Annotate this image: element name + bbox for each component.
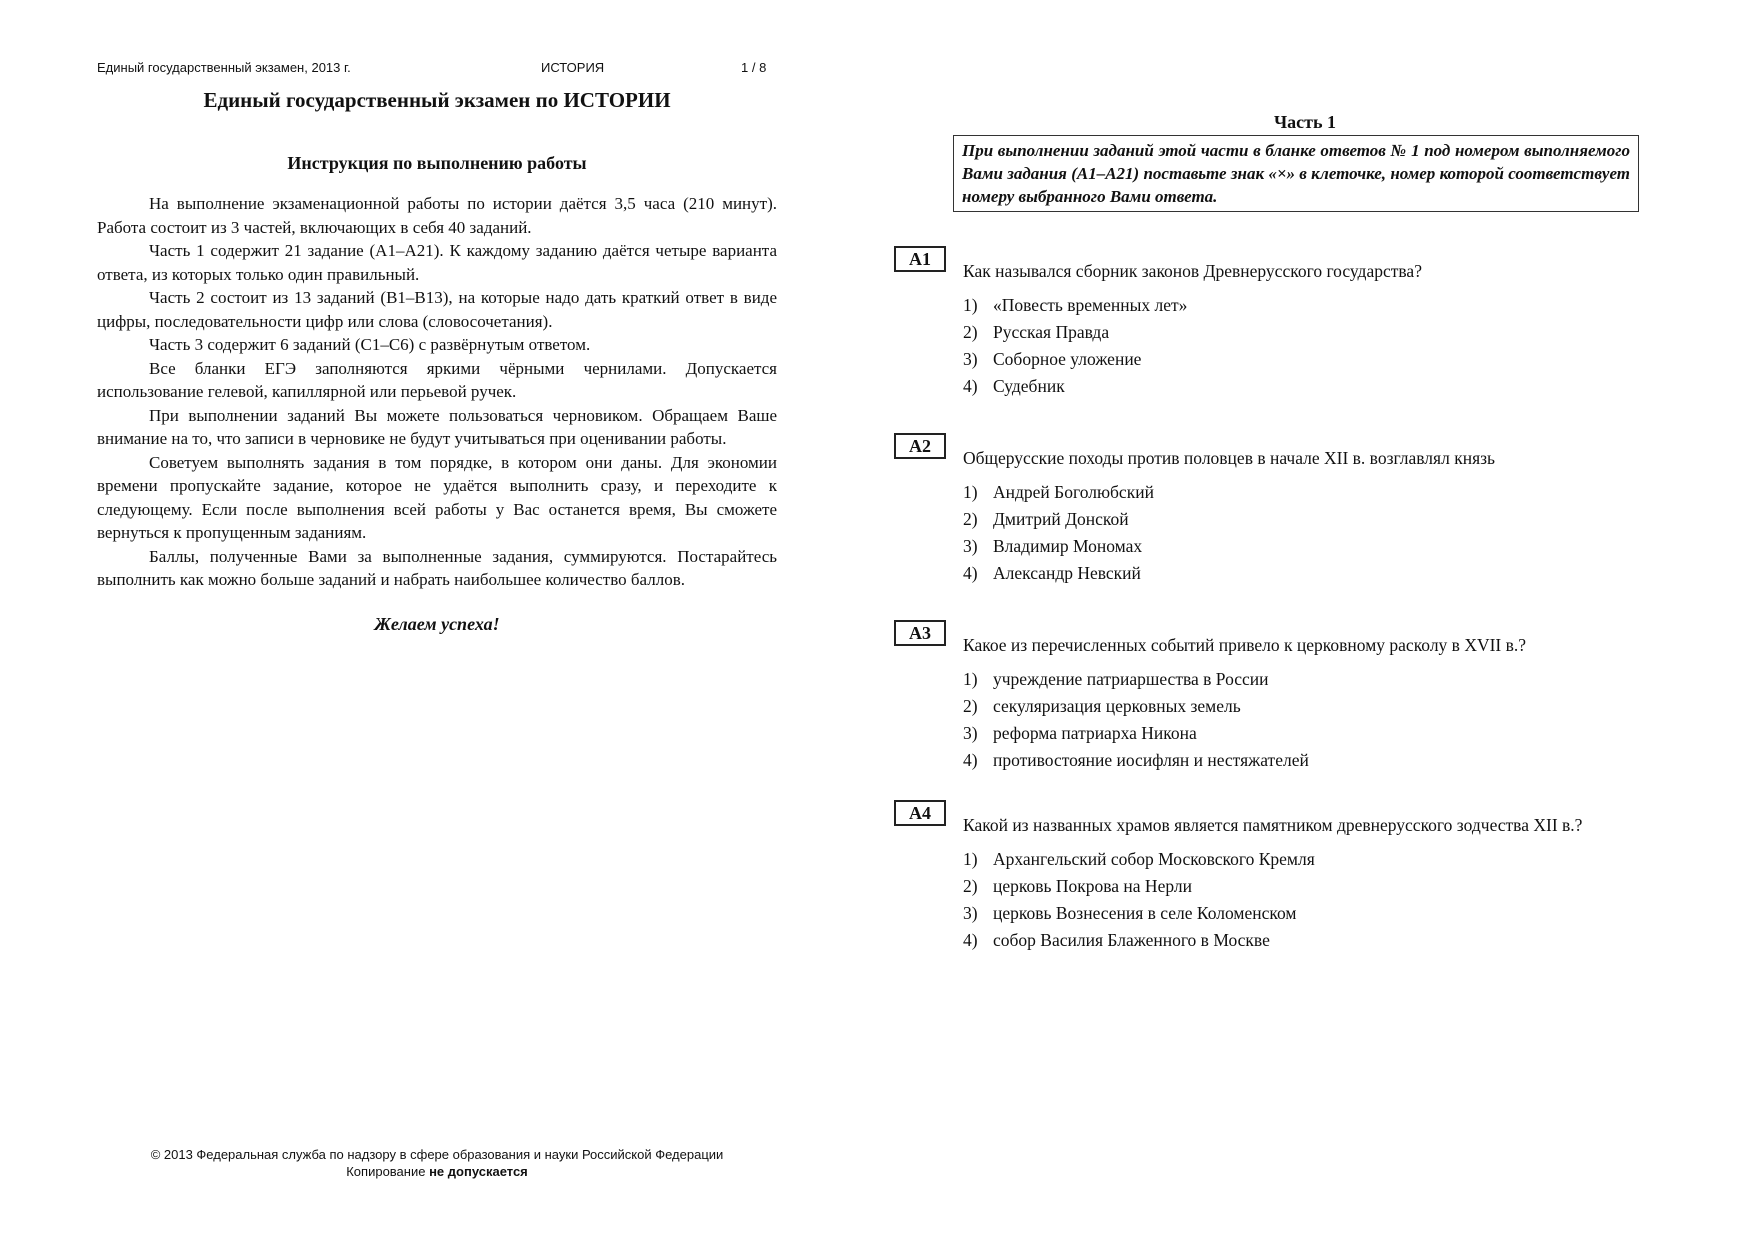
- instructions-title: Инструкция по выполнению работы: [287, 153, 587, 173]
- instruction-paragraph: На выполнение экзаменационной работы по истории даётся 3,5 часа (210 минут). Работа состоит из 3 частей, включающих в себя 40 заданий.: [97, 194, 777, 237]
- answer-option: [963, 846, 1646, 873]
- option-text: учреждение патриаршества в России: [993, 669, 1269, 689]
- question-a2: [894, 433, 1646, 587]
- option-text: секуляризация церковных земель: [993, 696, 1241, 716]
- answer-option: [963, 560, 1646, 587]
- copy-restriction: [97, 1163, 777, 1180]
- copyright-footer: [97, 1146, 777, 1180]
- copy-restriction-bold: не допускается: [429, 1164, 528, 1179]
- answer-option: [963, 506, 1646, 533]
- option-number: 3): [963, 349, 978, 369]
- option-number: 1): [963, 669, 978, 689]
- answer-option: [963, 720, 1646, 747]
- option-text: реформа патриарха Никона: [993, 723, 1197, 743]
- question-a3: [894, 620, 1646, 774]
- instruction-paragraph: Часть 2 состоит из 13 заданий (В1–В13), на которые надо дать краткий ответ в виде цифры, последовательности цифр или слова (словосочетания).: [97, 288, 777, 331]
- answer-options: [963, 479, 1646, 587]
- question-text: Какое из перечисленных событий привело к церковному расколу в XVII в.?: [963, 635, 1527, 655]
- question-text: Как назывался сборник законов Древнерусского государства?: [963, 261, 1422, 281]
- option-text: Соборное уложение: [993, 349, 1142, 369]
- instruction-paragraph: Часть 1 содержит 21 задание (А1–А21). К каждому заданию даётся четыре варианта ответа, из которых только один правильный.: [97, 241, 777, 284]
- option-text: Архангельский собор Московского Кремля: [993, 849, 1315, 869]
- option-number: 3): [963, 723, 978, 743]
- question-text: Общерусские походы против половцев в начале XII в. возглавлял князь: [963, 448, 1496, 468]
- answer-option: [963, 373, 1646, 400]
- answer-option: [963, 666, 1646, 693]
- option-number: 3): [963, 903, 978, 923]
- instruction-paragraph: Советуем выполнять задания в том порядке, в котором они даны. Для экономии времени пропускайте задание, которое не удаётся выполнить сразу, и переходите к следующему. Если после выполнения всей работы у Вас останется время, Вы сможете вернуться к пропущенным заданиям.: [97, 452, 777, 542]
- answer-option: [963, 693, 1646, 720]
- option-text: собор Василия Блаженного в Москве: [993, 930, 1270, 950]
- option-number: 2): [963, 876, 978, 896]
- answer-option: [963, 292, 1646, 319]
- question-label: А4: [894, 800, 946, 826]
- instructions-page: [97, 88, 777, 635]
- option-text: Дмитрий Донской: [993, 509, 1129, 529]
- question-a1: [894, 246, 1646, 400]
- answer-option: [963, 747, 1646, 774]
- answer-option: [963, 927, 1646, 954]
- question-a4: [894, 800, 1646, 954]
- answer-options: [963, 666, 1646, 774]
- option-text: противостояние иосифлян и нестяжателей: [993, 750, 1309, 770]
- answer-option: [963, 533, 1646, 560]
- answer-option: [963, 900, 1646, 927]
- option-text: Судебник: [993, 376, 1065, 396]
- answer-options: [963, 846, 1646, 954]
- instruction-paragraph: Часть 3 содержит 6 заданий (С1–С6) с развёрнутым ответом.: [149, 335, 591, 354]
- option-number: 2): [963, 696, 978, 716]
- answer-option: [963, 346, 1646, 373]
- option-number: 2): [963, 322, 978, 342]
- option-text: церковь Вознесения в селе Коломенском: [993, 903, 1297, 923]
- question-label: А3: [894, 620, 946, 646]
- part-instruction-box: При выполнении заданий этой части в бланке ответов № 1 под номером выполняемого Вами задания (А1–А21) поставьте знак «×» в клеточке, номер которой соответствует номеру выбранного Вами ответа.: [953, 135, 1639, 212]
- option-number: 4): [963, 750, 978, 770]
- instruction-paragraph: Баллы, полученные Вами за выполненные задания, суммируются. Постарайтесь выполнить как можно больше заданий и набрать наибольшее количество баллов.: [97, 546, 777, 589]
- option-text: Владимир Мономах: [993, 536, 1143, 556]
- page-number: 1 / 8: [741, 60, 767, 75]
- question-label: А2: [894, 433, 946, 459]
- option-number: 2): [963, 509, 978, 529]
- answer-options: [963, 292, 1646, 400]
- copyright-line: © 2013 Федеральная служба по надзору в сфере образования и науки Российской Федерации: [150, 1147, 724, 1162]
- option-number: 3): [963, 536, 978, 556]
- option-number: 4): [963, 930, 978, 950]
- question-text: Какой из названных храмов является памятником древнерусского зодчества XII в.?: [963, 815, 1583, 835]
- part-title: Часть 1: [1273, 112, 1337, 132]
- option-number: 1): [963, 482, 978, 502]
- option-text: Русская Правда: [993, 322, 1110, 342]
- question-label: А1: [894, 246, 946, 272]
- instruction-paragraph: При выполнении заданий Вы можете пользоваться черновиком. Обращаем Ваше внимание на то, что записи в черновике не будут учитываться при оценивании работы.: [97, 405, 777, 448]
- option-number: 1): [963, 849, 978, 869]
- instruction-paragraph: Все бланки ЕГЭ заполняются яркими чёрными чернилами. Допускается использование гелевой, капиллярной или перьевой ручек.: [97, 358, 777, 401]
- option-text: церковь Покрова на Нерли: [993, 876, 1192, 896]
- option-text: «Повесть временных лет»: [993, 295, 1188, 315]
- option-text: Александр Невский: [993, 563, 1141, 583]
- option-number: 4): [963, 376, 978, 396]
- answer-option: [963, 479, 1646, 506]
- running-header-subject: ИСТОРИЯ: [541, 60, 605, 75]
- option-text: Андрей Боголюбский: [993, 482, 1154, 502]
- copy-restriction-prefix: Копирование: [346, 1164, 430, 1179]
- answer-option: [963, 319, 1646, 346]
- option-number: 1): [963, 295, 978, 315]
- running-header-left: Единый государственный экзамен, 2013 г.: [97, 60, 351, 75]
- good-luck-wish: Желаем успеха!: [374, 613, 500, 634]
- page-title: Единый государственный экзамен по ИСТОРИИ: [203, 88, 671, 112]
- option-number: 4): [963, 563, 978, 583]
- answer-option: [963, 873, 1646, 900]
